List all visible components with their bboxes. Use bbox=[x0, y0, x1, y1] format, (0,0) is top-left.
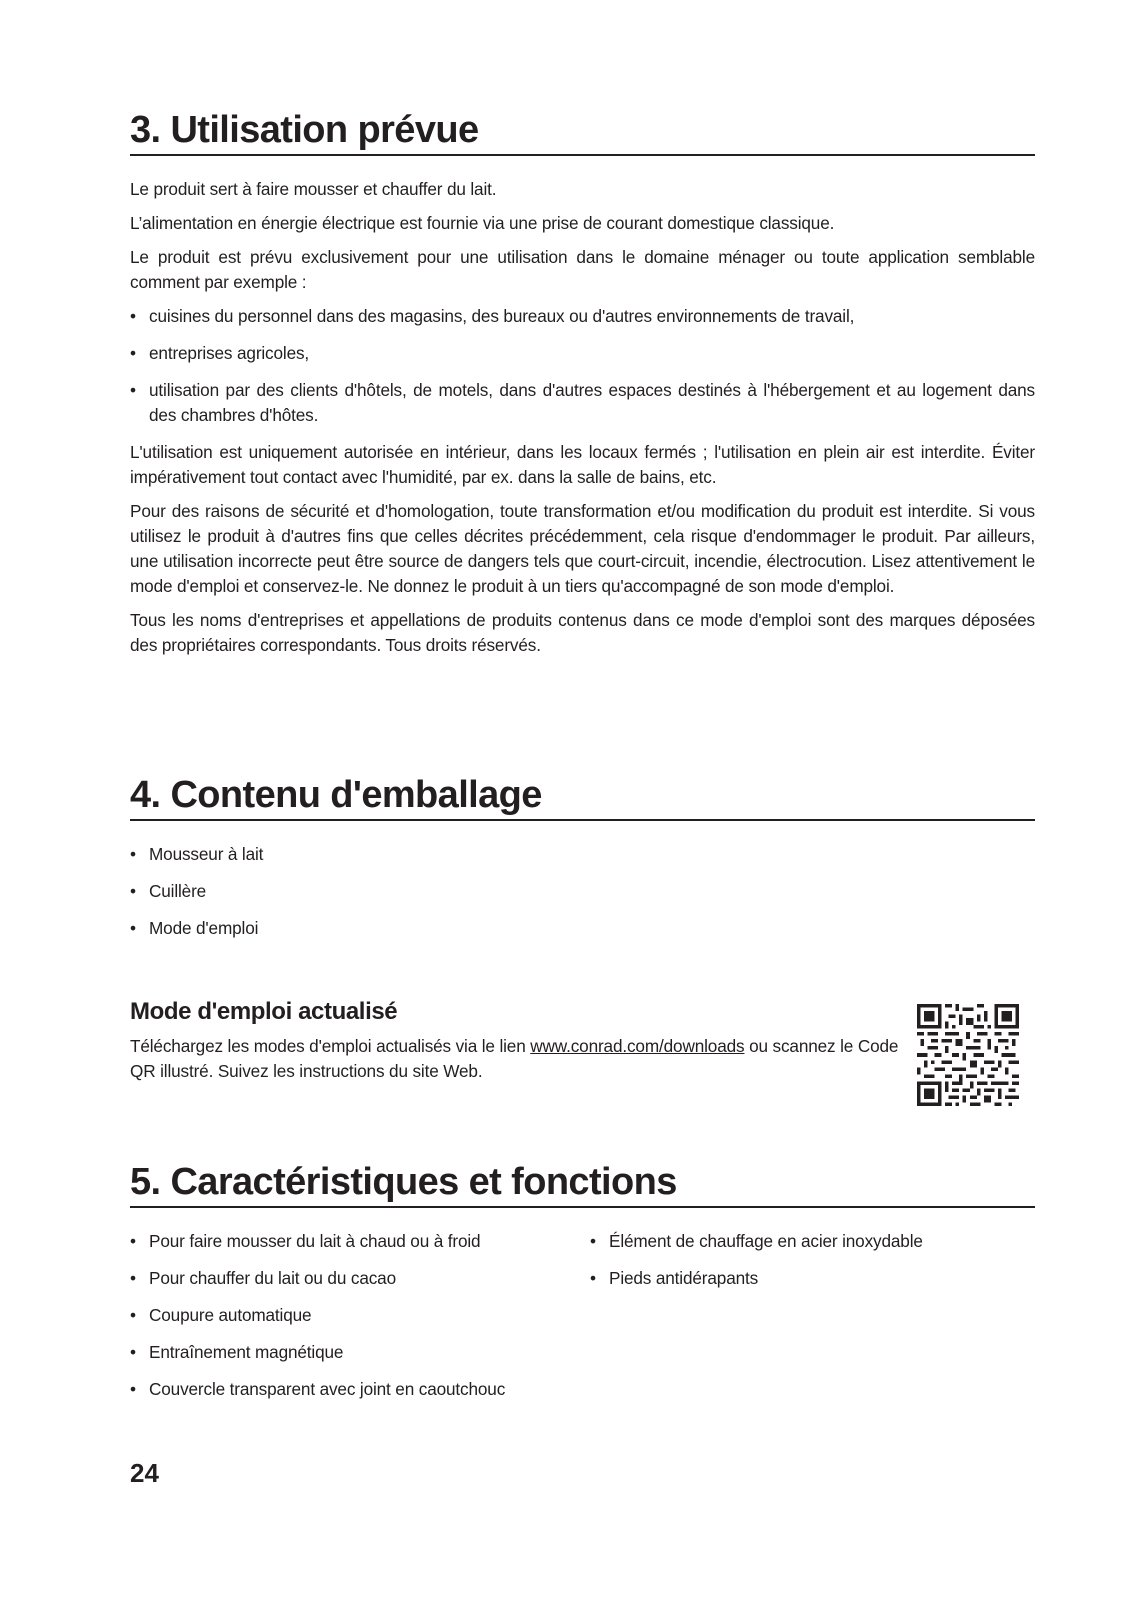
paragraph: L’alimentation en énergie électrique est fournie via une prise de courant domestique classique. bbox=[130, 213, 835, 233]
section-intended-use bbox=[130, 108, 1035, 667]
paragraph: Pour des raisons de sécurité et d'homologation, toute transformation et/ou modification du produit est interdite. Si vous utilisez le produit à d'autres fins que celles décrites précédemment, cela risque d'endommager le produit. Par ailleurs, une utilisation incorrecte peut être source de dangers tels que court-circuit, incendie, électrocution. Lisez attentivement le mode d'emploi et conservez-le. Ne donnez le produit à un tiers qu'accompagné de son mode d'emploi. bbox=[130, 501, 1035, 596]
bullet: • bbox=[130, 881, 136, 901]
updated-manual-text: Téléchargez les modes d'emploi actualisés via le lien www.conrad.com/downloads ou scannez le Code QR illustré. Suivez les instructions du site Web. bbox=[130, 1036, 899, 1081]
list-item: • Pour faire mousser du lait à chaud ou à froid bbox=[130, 1229, 590, 1254]
paragraph: Le produit est prévu exclusivement pour une utilisation dans le domaine ménager ou toute application semblable comment par exemple : bbox=[130, 247, 1035, 292]
list-item: • entreprises agricoles, bbox=[130, 341, 1035, 366]
section-package-contents bbox=[130, 773, 1035, 953]
bullet: • bbox=[590, 1231, 596, 1251]
list-item: • Coupure automatique bbox=[130, 1303, 590, 1328]
paragraph: Le produit sert à faire mousser et chauffer du lait. bbox=[130, 179, 497, 199]
section-3-title: 3. Utilisation prévue bbox=[130, 108, 1035, 156]
paragraph: Tous les noms d'entreprises et appellations de produits contenus dans ce mode d'emploi sont des marques déposées des propriétaires correspondants. Tous droits réservés. bbox=[130, 610, 1035, 655]
list-item: • utilisation par des clients d'hôtels, de motels, dans d'autres espaces destinés à l'hébergement et au logement dans des chambres d'hôtes. bbox=[130, 380, 1035, 425]
section-5-title: 5. Caractéristiques et fonctions bbox=[130, 1160, 1035, 1208]
bullet: • bbox=[130, 306, 136, 326]
bullet: • bbox=[130, 1342, 136, 1362]
contents-list bbox=[130, 842, 1035, 941]
bullet: • bbox=[130, 918, 136, 938]
bullet: • bbox=[130, 380, 136, 400]
features-list-right bbox=[590, 1229, 1030, 1414]
page-number: 24 bbox=[130, 1458, 159, 1488]
bullet: • bbox=[130, 844, 136, 864]
list-item: • Cuillère bbox=[130, 879, 1035, 904]
bullet: • bbox=[130, 1379, 136, 1399]
qr-code-icon[interactable] bbox=[917, 1004, 1019, 1106]
updated-manual-title: Mode d'emploi actualisé bbox=[130, 998, 398, 1025]
bullet: • bbox=[130, 1305, 136, 1325]
list-item: • Mode d'emploi bbox=[130, 916, 1035, 941]
features-list-left bbox=[130, 1229, 590, 1414]
bullet: • bbox=[130, 343, 136, 363]
bullet: • bbox=[590, 1268, 596, 1288]
updated-manual-block bbox=[130, 998, 1035, 1093]
downloads-link[interactable]: www.conrad.com/downloads bbox=[530, 1036, 745, 1056]
paragraph: L'utilisation est uniquement autorisée en intérieur, dans les locaux fermés ; l'utilisation en plein air est interdite. Éviter impérativement tout contact avec l'humidité, par ex. dans la salle de bains, etc. bbox=[130, 442, 1035, 487]
list-item: • Pour chauffer du lait ou du cacao bbox=[130, 1266, 590, 1291]
list-item: • Entraînement magnétique bbox=[130, 1340, 590, 1365]
list-item: • Mousseur à lait bbox=[130, 842, 1035, 867]
list-item: • Élément de chauffage en acier inoxydable bbox=[590, 1229, 1030, 1254]
list-item: • Couvercle transparent avec joint en caoutchouc bbox=[130, 1377, 590, 1402]
bullet: • bbox=[130, 1231, 136, 1251]
list-item: • Pieds antidérapants bbox=[590, 1266, 1030, 1291]
usage-list bbox=[130, 304, 1035, 428]
section-features bbox=[130, 1160, 1035, 1414]
list-item: • cuisines du personnel dans des magasins, des bureaux ou d'autres environnements de travail, bbox=[130, 304, 1035, 329]
section-4-title: 4. Contenu d'emballage bbox=[130, 773, 1035, 821]
bullet: • bbox=[130, 1268, 136, 1288]
